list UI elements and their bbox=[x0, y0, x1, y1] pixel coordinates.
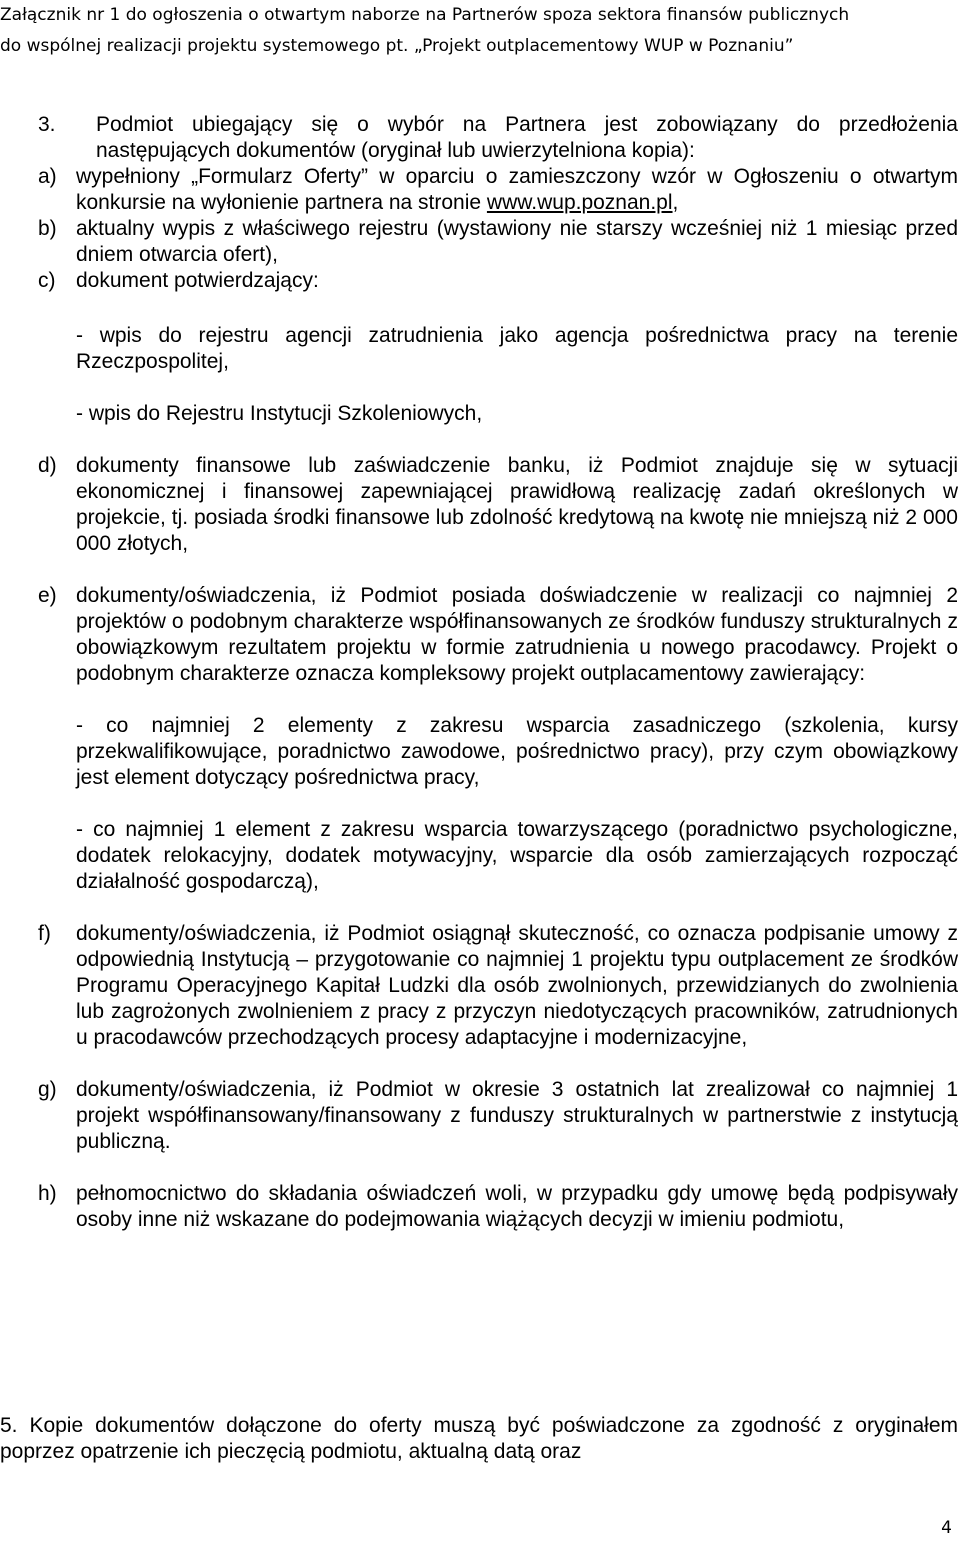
wup-link[interactable]: www.wup.poznan.pl bbox=[486, 191, 673, 214]
item-d-label: d) bbox=[38, 454, 57, 477]
list-item-e bbox=[38, 583, 958, 687]
item-h-text: pełnomocnictwo do składania oświadczeń woli, w przypadku gdy umowę będą podpisywały osoby inne niż wskazane do podejmowania wiążących decyzji w imieniu podmiotu, bbox=[76, 1182, 958, 1231]
item-b-text: aktualny wypis z właściwego rejestru (wystawiony nie starszy wcześniej niż 1 miesiąc przed dniem otwarcia ofert), bbox=[76, 217, 958, 266]
list-item-g bbox=[38, 1077, 958, 1155]
header-line-1: Załącznik nr 1 do ogłoszenia o otwartym naborze na Partnerów spoza sektora finansów publicznych bbox=[0, 5, 850, 25]
item-e-text: dokumenty/oświadczenia, iż Podmiot posiada doświadczenie w realizacji co najmniej 2 projektów o podobnym charakterze współfinansowanych ze środków funduszy strukturalnych z obowiązkowym rezultatem projektu w formie zatrudnienia u nowego pracodawcy. Projekt o podobnym charakterze oznacza kompleksowy projekt outplacamentowy zawierający: bbox=[76, 584, 958, 685]
item-e-sub-1: - co najmniej 2 elementy z zakresu wsparcia zasadniczego (szkolenia, kursy przekwalifikowujące, poradnictwo zawodowe, pośrednictwo pracy), przy czym obowiązkowy jest element dotyczący pośrednictwa pracy, bbox=[76, 714, 958, 789]
item-g-label: g) bbox=[38, 1078, 57, 1101]
item-a-body: wypełniony „Formularz Oferty” w oparciu o zamieszczony wzór w Ogłoszeniu o otwartym konkursie na wyłonienie partnera na stronie bbox=[76, 165, 958, 214]
document-body bbox=[38, 112, 958, 1233]
list-item-h bbox=[38, 1181, 958, 1233]
item-a-suffix: , bbox=[672, 191, 679, 214]
item-f-label: f) bbox=[38, 922, 51, 945]
section-3-number: 3. bbox=[38, 113, 56, 136]
item-g-text: dokumenty/oświadczenia, iż Podmiot w okresie 3 ostatnich lat zrealizował co najmniej 1 projekt współfinansowany/finansowany z funduszy strukturalnych w partnerstwie z instytucją publiczną. bbox=[76, 1078, 958, 1153]
item-e-label: e) bbox=[38, 584, 57, 607]
list-item-d bbox=[38, 453, 958, 557]
section-5: 5. Kopie dokumentów dołączone do oferty muszą być poświadczone za zgodność z oryginałem poprzez opatrzenie ich pieczęcią podmiotu, aktualną datą oraz bbox=[0, 1414, 958, 1463]
header-line-2: do wspólnej realizacji projektu systemowego pt. „Projekt outplacementowy WUP w Poznaniu” bbox=[0, 36, 794, 56]
section-3-intro bbox=[38, 112, 958, 164]
item-d-text: dokumenty finansowe lub zaświadczenie banku, iż Podmiot znajduje się w sytuacji ekonomicznej i finansowej zapewniającej prawidłową realizację zadań określonych w projekcie, tj. posiada środki finansowe lub zdolność kredytową na kwotę nie mniejszą niż 2 000 000 złotych, bbox=[76, 454, 958, 555]
item-c-sub-1: - wpis do rejestru agencji zatrudnienia jako agencja pośrednictwa pracy na terenie Rzeczpospolitej, bbox=[76, 324, 958, 373]
item-f-text: dokumenty/oświadczenia, iż Podmiot osiągnął skuteczność, co oznacza podpisanie umowy z odpowiednią Instytucją – przygotowanie co najmniej 1 projektu typu outplacement ze środków Programu Operacyjnego Kapitał Ludzki dla osób zwolnionych, przewidzianych do zwolnienia lub zagrożonych zwolnieniem z pracy z przyczyn niedotyczących pracowników, zatrudnionych u pracodawców przechodzących procesy adaptacyjne i modernizacyjne, bbox=[76, 922, 958, 1049]
section-3-intro-text: Podmiot ubiegający się o wybór na Partnera jest zobowiązany do przedłożenia następujących dokumentów (oryginał lub uwierzytelniona kopia): bbox=[96, 113, 958, 162]
item-h-label: h) bbox=[38, 1182, 57, 1205]
list-item-a bbox=[38, 164, 958, 216]
item-a-label: a) bbox=[38, 165, 57, 188]
list-item-b bbox=[38, 216, 958, 268]
item-b-label: b) bbox=[38, 217, 57, 240]
item-e-sub-2: - co najmniej 1 element z zakresu wsparcia towarzyszącego (poradnictwo psychologiczne, dodatek relokacyjny, dodatek motywacyjny, wsparcie dla osób zamierzających rozpocząć działalność gospodarczą), bbox=[76, 818, 958, 893]
item-c-text: dokument potwierdzający: bbox=[76, 269, 319, 292]
item-c-sub-2: - wpis do Rejestru Instytucji Szkoleniowych, bbox=[76, 402, 483, 425]
page-number: 4 bbox=[941, 1518, 952, 1538]
item-c-label: c) bbox=[38, 269, 56, 292]
list-item-c bbox=[38, 268, 958, 294]
list-item-f bbox=[38, 921, 958, 1051]
item-a-text bbox=[76, 164, 958, 216]
